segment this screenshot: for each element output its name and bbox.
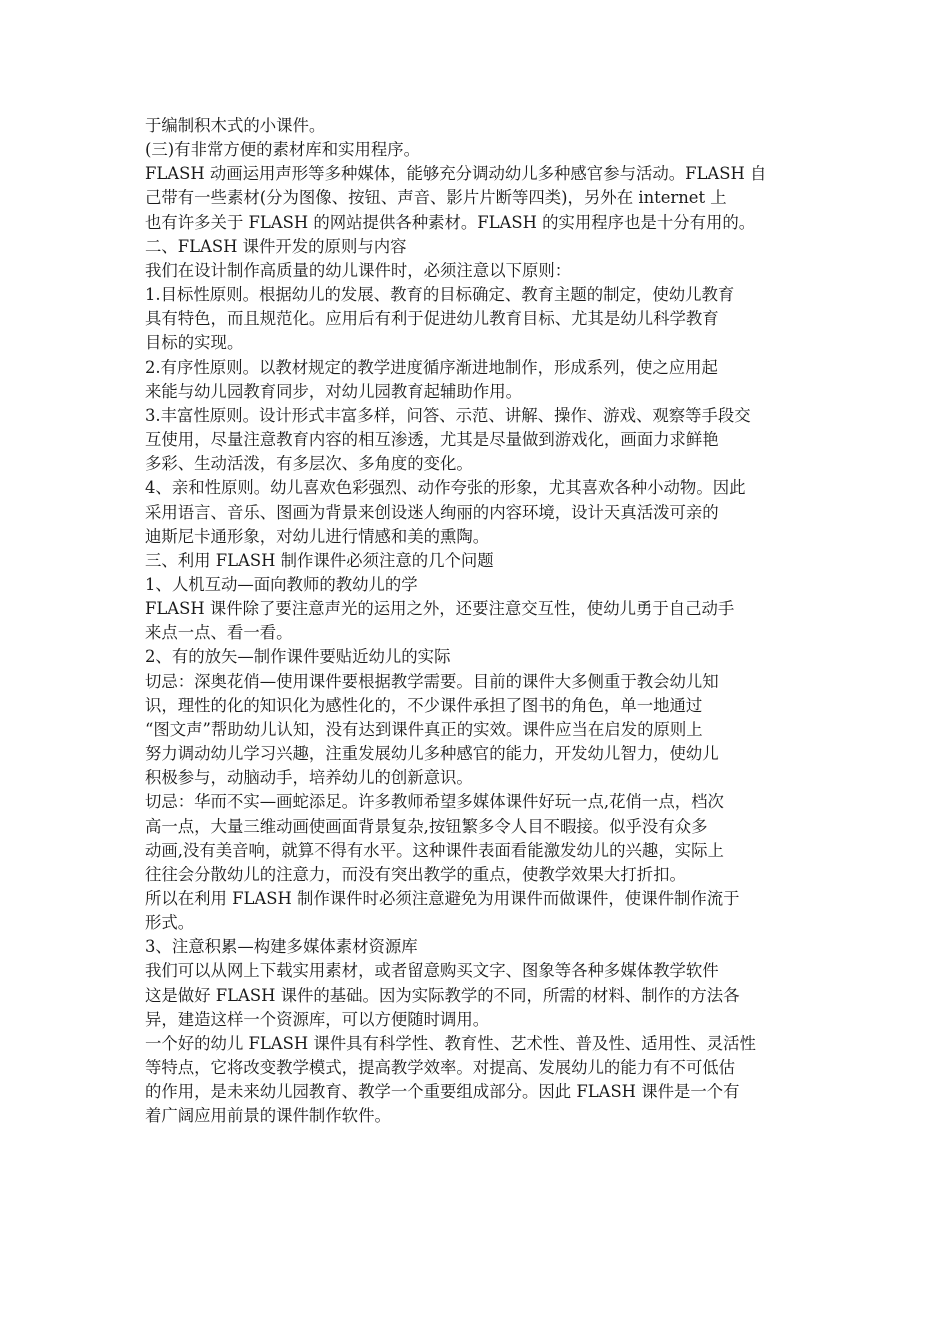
text-line: 迪斯尼卡通形象，对幼儿进行情感和美的熏陶。 bbox=[145, 526, 490, 546]
text-line: 1、人机互动—面向教师的教幼儿的学 bbox=[145, 574, 418, 594]
text-line: 2.有序性原则。以教材规定的教学进度循序渐进地制作，形成系列，使之应用起 bbox=[145, 357, 718, 377]
text-line: 我们在设计制作高质量的幼儿课件时，必须注意以下原则： bbox=[145, 260, 572, 280]
text-line: 积极参与，动脑动手，培养幼儿的创新意识。 bbox=[145, 768, 473, 788]
text-line: 来点一点、看一看。 bbox=[145, 623, 293, 643]
text-line: 3、注意积累—构建多媒体素材资源库 bbox=[145, 937, 418, 957]
text-line: 于编制积木式的小课件。 bbox=[145, 116, 326, 135]
text-line: 多彩、生动活泼，有多层次、多角度的变化。 bbox=[145, 454, 473, 474]
text-line: 三、利用 FLASH 制作课件必须注意的几个问题 bbox=[145, 550, 494, 570]
text-line: 采用语言、音乐、图画为背景来创设迷人绚丽的内容环境，设计天真活泼可亲的 bbox=[145, 502, 719, 522]
text-line: 二、FLASH 课件开发的原则与内容 bbox=[145, 236, 407, 256]
text-line: “图文声”帮助幼儿认知，没有达到课件真正的实效。课件应当在启发的原则上 bbox=[145, 719, 703, 739]
text-line: 4、亲和性原则。幼儿喜欢色彩强烈、动作夸张的形象，尤其喜欢各种小动物。因此 bbox=[145, 478, 746, 498]
text-line: 也有许多关于 FLASH 的网站提供各种素材。FLASH 的实用程序也是十分有用的。 bbox=[145, 212, 756, 232]
text-line: 互使用，尽量注意教育内容的相互渗透，尤其是尽量做到游戏化，画面力求鲜艳 bbox=[145, 430, 719, 450]
text-line: 所以在利用 FLASH 制作课件时必须注意避免为用课件而做课件，使课件制作流于 bbox=[145, 889, 740, 908]
text-line: 着广阔应用前景的课件制作软件。 bbox=[145, 1106, 391, 1126]
text-line: 3.丰富性原则。设计形式丰富多样，问答、示范、讲解、操作、游戏、观察等手段交 bbox=[145, 405, 751, 425]
text-line: FLASH 动画运用声形等多种媒体，能够充分调动幼儿多种感官参与活动。FLASH 自 bbox=[145, 164, 767, 184]
text-line: (三)有非常方便的素材库和实用程序。 bbox=[145, 140, 421, 160]
text-line: 这是做好 FLASH 课件的基础。因为实际教学的不同，所需的材料、制作的方法各 bbox=[145, 985, 740, 1005]
text-line: 我们可以从网上下载实用素材，或者留意购买文字、图象等各种多媒体教学软件 bbox=[145, 961, 719, 981]
text-line: 切忌：深奥花俏—使用课件要根据教学需要。目前的课件大多侧重于教会幼儿知 bbox=[145, 671, 719, 691]
text-line: FLASH 课件除了要注意声光的运用之外，还要注意交互性，使幼儿勇于自己动手 bbox=[145, 599, 735, 619]
text-line: 一个好的幼儿 FLASH 课件具有科学性、教育性、艺术性、普及性、适用性、灵活性 bbox=[145, 1033, 756, 1053]
text-line: 的作用，是未来幼儿园教育、教学一个重要组成部分。因此 FLASH 课件是一个有 bbox=[145, 1082, 740, 1102]
text-line: 往往会分散幼儿的注意力，而没有突出教学的重点，使教学效果大打折扣。 bbox=[145, 864, 686, 884]
text-line: 2、有的放矢—制作课件要贴近幼儿的实际 bbox=[145, 647, 451, 667]
text-line: 形式。 bbox=[145, 913, 195, 933]
text-line: 异，建造这样一个资源库，可以方便随时调用。 bbox=[145, 1009, 490, 1029]
text-line: 识，理性的化的知识化为感性化的，不少课件承担了图书的角色，单一地通过 bbox=[145, 695, 703, 715]
text-line: 等特点，它将改变教学模式，提高教学效率。对提高、发展幼儿的能力有不可低估 bbox=[145, 1058, 736, 1078]
text-line: 切忌：华而不实—画蛇添足。许多教师希望多媒体课件好玩一点,花俏一点，档次 bbox=[145, 792, 724, 812]
document-body bbox=[145, 114, 815, 1129]
text-line: 1.目标性原则。根据幼儿的发展、教育的目标确定、教育主题的制定，使幼儿教育 bbox=[145, 285, 735, 305]
text-line: 动画,没有美音响，就算不得有水平。这种课件表面看能激发幼儿的兴趣，实际上 bbox=[145, 840, 724, 860]
text-line: 目标的实现。 bbox=[145, 333, 244, 353]
text-line: 具有特色，而且规范化。应用后有利于促进幼儿教育目标、尤其是幼儿科学教育 bbox=[145, 309, 719, 329]
text-line: 己带有一些素材(分为图像、按钮、声音、影片片断等四类)，另外在 internet 上 bbox=[145, 188, 727, 208]
text-line: 来能与幼儿园教育同步，对幼儿园教育起辅助作用。 bbox=[145, 381, 522, 401]
text-line: 努力调动幼儿学习兴趣，注重发展幼儿多种感官的能力，开发幼儿智力，使幼儿 bbox=[145, 744, 719, 764]
text-line: 高一点，大量三维动画使画面背景复杂,按钮繁多令人目不暇接。似乎没有众多 bbox=[145, 816, 708, 836]
